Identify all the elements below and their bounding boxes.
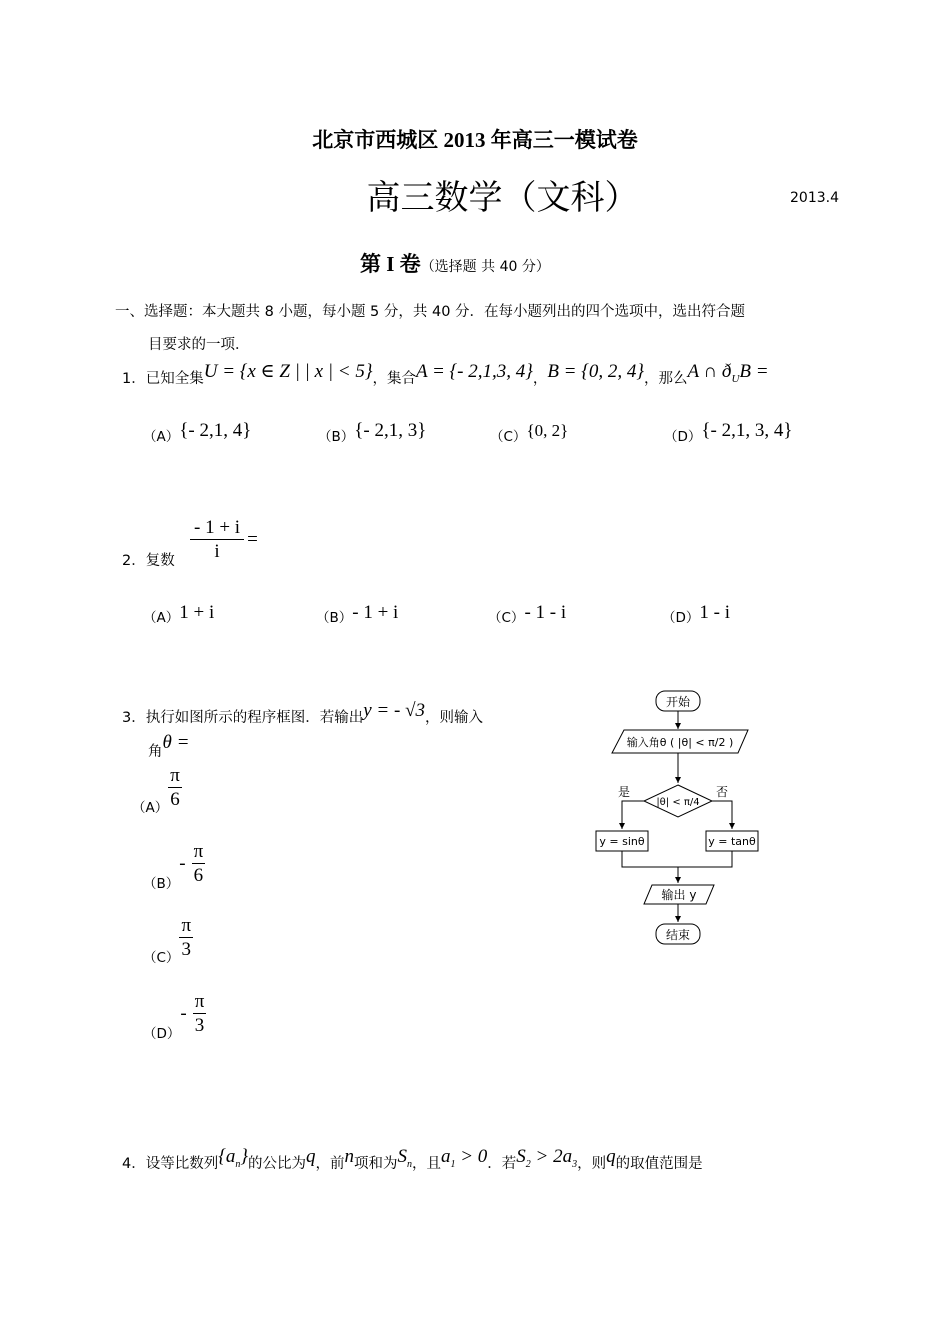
math-part: {a — [218, 1146, 236, 1167]
output-label: 输出 y — [661, 888, 697, 902]
exam-title: 北京市西城区 2013 年高三一模试卷 — [312, 128, 638, 152]
question-text: ，那么 — [643, 371, 688, 387]
option-label: （B） — [316, 610, 353, 626]
question-text: ，则 — [577, 1156, 607, 1172]
question-text: ，前 — [315, 1156, 345, 1172]
fraction-denominator: 6 — [193, 865, 204, 886]
tan-label: y = tanθ — [708, 835, 756, 848]
option-value: - 1 - i — [524, 602, 567, 623]
sin-label: y = sinθ — [599, 835, 645, 848]
option-label: （D） — [662, 610, 700, 626]
expr-main: A ∩ ð — [687, 361, 732, 382]
fraction-denominator: i — [214, 541, 220, 562]
option-label: （B） — [318, 429, 355, 445]
question-text: 复数 — [145, 553, 175, 569]
fraction-denominator: 3 — [181, 939, 191, 960]
math-sub: n — [235, 1158, 241, 1170]
option-label: （D） — [664, 429, 702, 445]
part-name: 第 I 卷 — [360, 252, 421, 276]
end-label: 结束 — [665, 928, 691, 942]
sum-s — [397, 1146, 412, 1170]
term-n: n — [344, 1146, 354, 1167]
yes-label: 是 — [617, 785, 631, 799]
option-fraction — [179, 914, 193, 961]
q3-option-a[interactable] — [132, 764, 182, 816]
fraction — [190, 516, 244, 563]
math-part: S — [516, 1146, 526, 1167]
option-sign: - — [179, 852, 186, 874]
question-number: 4． — [122, 1156, 146, 1172]
fraction-numerator: π — [194, 991, 205, 1012]
fraction-numerator: π — [181, 915, 192, 936]
ratio-q: q — [305, 1146, 316, 1167]
q1-option-b[interactable] — [318, 420, 427, 447]
set-b: B = {0, 2, 4} — [547, 361, 644, 382]
theta-expression: θ = — [162, 732, 190, 753]
subject-title: 高三数学（文科） — [366, 178, 639, 218]
fraction-numerator: π — [170, 765, 180, 786]
q1-option-a[interactable] — [143, 420, 252, 447]
question-text: 执行如图所示的程序框图．若输出 — [145, 710, 364, 726]
fraction-denominator: 3 — [194, 1015, 205, 1036]
option-value: {- 2,1, 3} — [354, 420, 427, 441]
question-number: 1． — [122, 371, 146, 387]
option-label: （A） — [143, 429, 180, 445]
question-3-stem — [122, 700, 483, 728]
start-label: 开始 — [665, 695, 691, 709]
q2-fraction — [190, 516, 258, 563]
question-number: 2． — [122, 553, 146, 569]
option-value: {- 2,1, 3, 4} — [701, 420, 793, 441]
separator: ， — [532, 371, 548, 387]
math-part: > 2a — [530, 1146, 573, 1167]
fraction-numerator: π — [193, 841, 204, 862]
option-value: - 1 + i — [352, 602, 399, 623]
q2-option-c[interactable] — [488, 602, 567, 628]
set-u: U = {x ∈ Z | | x | < 5} — [203, 361, 373, 382]
option-fraction — [192, 840, 206, 887]
ratio-q: q — [606, 1146, 616, 1167]
math-sub: 3 — [572, 1158, 578, 1170]
option-label: （D） — [143, 1025, 181, 1042]
q1-option-c[interactable] — [490, 421, 569, 446]
section-instructions-line1: 一、选择题：本大题共 8 小题，每小题 5 分，共 40 分．在每小题列出的四个选项中，选出符合题 — [115, 304, 746, 320]
question-3-stem-line2 — [148, 732, 190, 762]
option-label: （A） — [143, 610, 180, 626]
sequence-notation — [218, 1146, 248, 1170]
condition-a1 — [440, 1146, 488, 1170]
question-text: 已知全集 — [145, 371, 204, 387]
q2-option-a[interactable] — [143, 602, 215, 628]
option-label: （C） — [143, 949, 180, 966]
q3-option-d[interactable] — [143, 990, 206, 1042]
question-4-stem — [122, 1146, 703, 1176]
math-part: } — [240, 1146, 248, 1167]
q1-option-d[interactable] — [664, 420, 793, 447]
q3-option-b[interactable] — [143, 840, 205, 892]
option-value: 1 + i — [179, 602, 215, 623]
math-sub: 1 — [450, 1158, 456, 1170]
part-note: （选择题 共 40 分） — [420, 259, 550, 275]
option-label: （C） — [490, 429, 527, 445]
question-text: ．若 — [487, 1156, 517, 1172]
option-sign: - — [180, 1002, 187, 1024]
exam-date: 2013.4 — [790, 190, 839, 206]
question-text: 项和为 — [353, 1156, 398, 1172]
math-part: a — [440, 1146, 451, 1167]
option-label: （C） — [488, 610, 525, 626]
question-text: ，且 — [411, 1156, 441, 1172]
condition-label: |θ| < π/4 — [656, 797, 700, 808]
section-instructions-line2: 目要求的一项． — [148, 337, 250, 353]
flowchart — [590, 685, 770, 950]
option-value: 1 - i — [699, 602, 731, 623]
question-1-stem — [122, 361, 769, 391]
math-part: > 0 — [455, 1146, 488, 1167]
equals-sign: = — [247, 528, 258, 550]
option-fraction — [193, 990, 207, 1037]
part-heading — [360, 248, 550, 278]
option-fraction — [168, 764, 182, 811]
question-text: 的公比为 — [247, 1156, 306, 1172]
output-expression: y = - √3 — [363, 700, 425, 721]
fraction-numerator: - 1 + i — [190, 516, 244, 540]
complement-expression — [687, 361, 769, 385]
math-sub: n — [406, 1158, 412, 1170]
question-text: 设等比数列 — [145, 1156, 219, 1172]
expr-end: B = — [739, 361, 769, 382]
q2-option-d[interactable] — [662, 602, 731, 628]
question-text: 的取值范围是 — [615, 1156, 703, 1172]
expr-sub: U — [731, 372, 740, 385]
math-part: S — [397, 1146, 407, 1167]
option-value: {- 2,1, 4} — [179, 420, 252, 441]
question-text: 角 — [148, 744, 163, 760]
fraction-denominator: 6 — [170, 789, 180, 810]
input-label: 输入角θ ( |θ| < π/2 ) — [626, 736, 734, 749]
question-number: 3． — [122, 710, 146, 726]
set-a: A = {- 2,1,3, 4} — [415, 361, 533, 382]
question-2-stem — [122, 516, 175, 576]
question-text: ，集合 — [372, 371, 416, 387]
q3-option-c[interactable] — [143, 914, 193, 966]
condition-s2 — [516, 1146, 578, 1170]
no-label: 否 — [715, 785, 729, 799]
option-value: {0, 2} — [526, 421, 569, 440]
option-label: （A） — [132, 799, 169, 816]
math-sub: 2 — [525, 1158, 531, 1170]
question-text: ，则输入 — [425, 710, 483, 726]
option-label: （B） — [143, 875, 180, 892]
q2-option-b[interactable] — [316, 602, 399, 628]
